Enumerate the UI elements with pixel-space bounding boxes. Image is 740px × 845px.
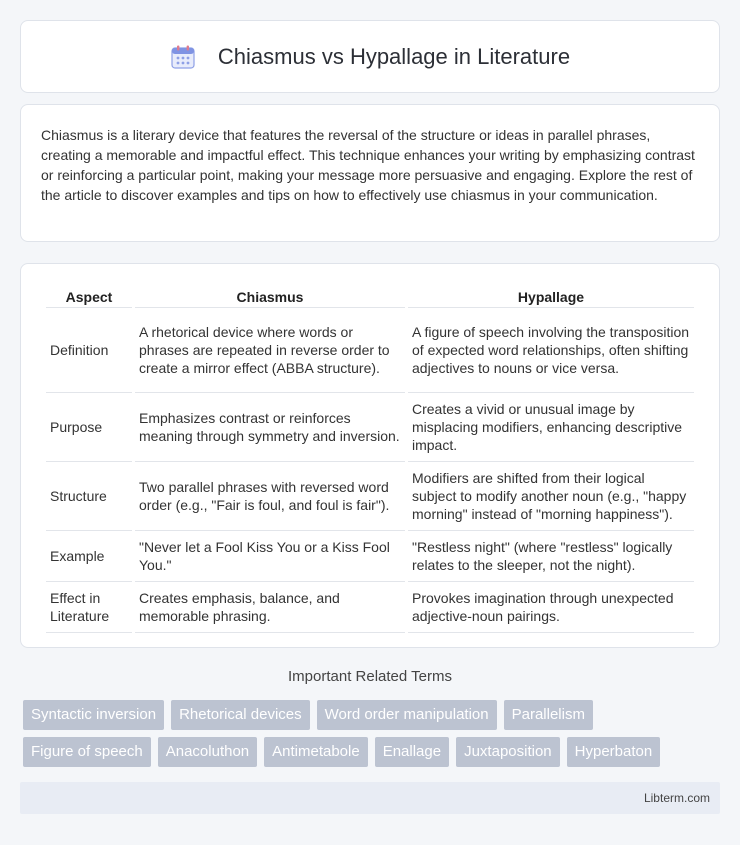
cell-hypallage: A figure of speech involving the transposition of expected word relationships, often shifting adjectives to nouns or vice versa. <box>408 308 694 393</box>
cell-chiasmus: "Never let a Fool Kiss You or a Kiss Fool You." <box>135 531 405 582</box>
table-header-row <box>46 286 694 308</box>
intro-card <box>20 104 720 242</box>
tag-rhetorical-devices[interactable]: Rhetorical devices <box>171 700 310 730</box>
tag-parallelism[interactable]: Parallelism <box>504 700 593 730</box>
related-terms-title: Important Related Terms <box>288 668 452 685</box>
tag-word-order-manipulation[interactable]: Word order manipulation <box>317 700 497 730</box>
tag-hyperbaton[interactable]: Hyperbaton <box>567 737 661 767</box>
comparison-table <box>43 286 697 633</box>
table-row <box>46 462 694 531</box>
footer-brand-link[interactable]: Libterm.com <box>643 791 710 805</box>
tag-juxtaposition[interactable]: Juxtaposition <box>456 737 560 767</box>
related-terms-tags <box>23 700 723 774</box>
table-row <box>46 393 694 462</box>
tag-row <box>23 737 723 767</box>
cell-aspect: Effect in Literature <box>46 582 132 633</box>
cell-aspect: Structure <box>46 462 132 531</box>
tag-anacoluthon[interactable]: Anacoluthon <box>158 737 257 767</box>
header-card <box>20 20 720 93</box>
tag-row <box>23 700 723 730</box>
cell-hypallage: Modifiers are shifted from their logical subject to modify another noun (e.g., "happy morning" instead of "morning happiness"). <box>408 462 694 531</box>
calendar-icon <box>170 44 196 70</box>
footer <box>20 782 720 814</box>
cell-hypallage: "Restless night" (where "restless" logically relates to the sleeper, not the night). <box>408 531 694 582</box>
cell-aspect: Purpose <box>46 393 132 462</box>
header-aspect: Aspect <box>46 286 132 308</box>
tag-enallage[interactable]: Enallage <box>375 737 449 767</box>
cell-aspect: Example <box>46 531 132 582</box>
cell-chiasmus: Creates emphasis, balance, and memorable phrasing. <box>135 582 405 633</box>
header-hypallage: Hypallage <box>408 286 694 308</box>
table-row <box>46 308 694 393</box>
tag-antimetabole[interactable]: Antimetabole <box>264 737 368 767</box>
table-row <box>46 531 694 582</box>
cell-chiasmus: Emphasizes contrast or reinforces meaning through symmetry and inversion. <box>135 393 405 462</box>
header-chiasmus: Chiasmus <box>135 286 405 308</box>
cell-aspect: Definition <box>46 308 132 393</box>
page-title: Chiasmus vs Hypallage in Literature <box>217 43 571 69</box>
comparison-table-card <box>20 263 720 648</box>
tag-figure-of-speech[interactable]: Figure of speech <box>23 737 151 767</box>
cell-hypallage: Creates a vivid or unusual image by misplacing modifiers, enhancing descriptive impact. <box>408 393 694 462</box>
cell-hypallage: Provokes imagination through unexpected adjective-noun pairings. <box>408 582 694 633</box>
intro-text: Chiasmus is a literary device that features the reversal of the structure or ideas in parallel phrases, creating a memorable and impactful effect. This technique enhances your writing by emphasizing contrast or reinforcing a particular point, making your message more persuasive and engaging. Explore the rest of the article to discover examples and tips on how to effectively use chiasmus in your communication. <box>41 127 695 203</box>
table-row <box>46 582 694 633</box>
cell-chiasmus: Two parallel phrases with reversed word order (e.g., "Fair is foul, and foul is fair"). <box>135 462 405 531</box>
tag-syntactic-inversion[interactable]: Syntactic inversion <box>23 700 164 730</box>
cell-chiasmus: A rhetorical device where words or phrases are repeated in reverse order to create a mirror effect (ABBA structure). <box>135 308 405 393</box>
